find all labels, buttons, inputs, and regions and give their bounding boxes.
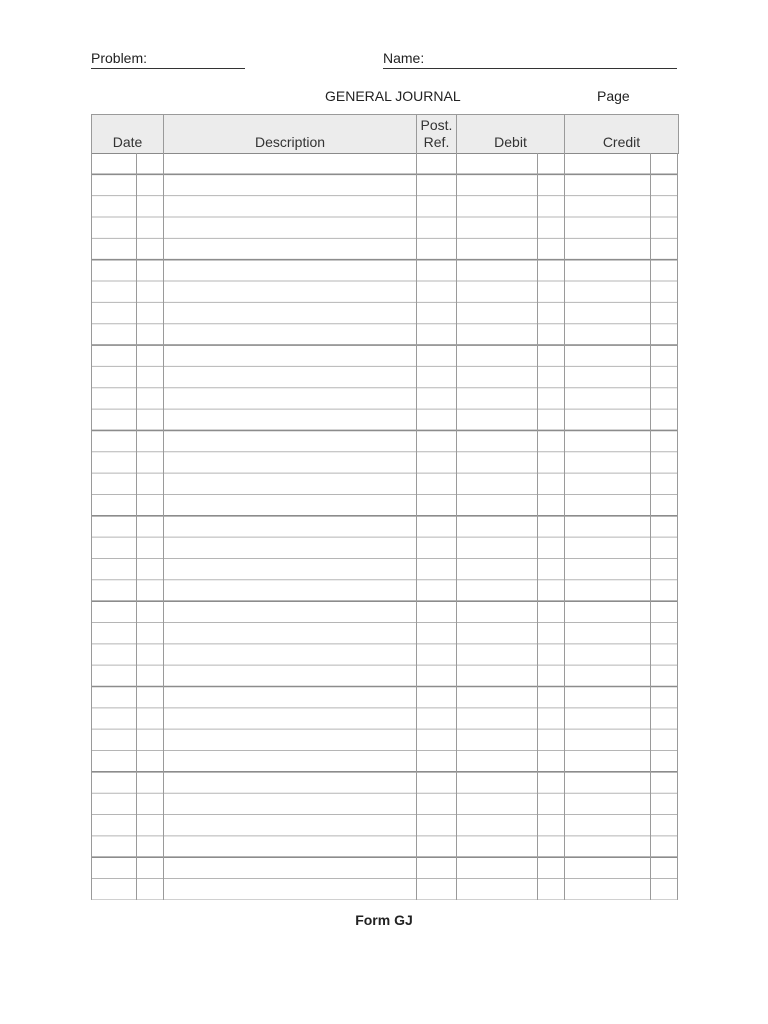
journal-entry-grid[interactable] bbox=[91, 153, 679, 900]
form-code: Form GJ bbox=[355, 912, 413, 928]
header-debit: Debit bbox=[457, 115, 565, 153]
name-field[interactable] bbox=[383, 68, 677, 69]
problem-field[interactable] bbox=[91, 68, 245, 69]
page-label: Page bbox=[597, 88, 630, 104]
journal-header-row bbox=[91, 114, 679, 154]
header-description: Description bbox=[164, 115, 417, 153]
journal-title: GENERAL JOURNAL bbox=[325, 88, 461, 104]
header-credit: Credit bbox=[602, 134, 641, 150]
header-post-ref: Post. Ref. bbox=[417, 115, 457, 153]
name-label: Name: bbox=[383, 50, 425, 66]
problem-label: Problem: bbox=[91, 50, 148, 66]
header-date: Date bbox=[92, 115, 164, 153]
